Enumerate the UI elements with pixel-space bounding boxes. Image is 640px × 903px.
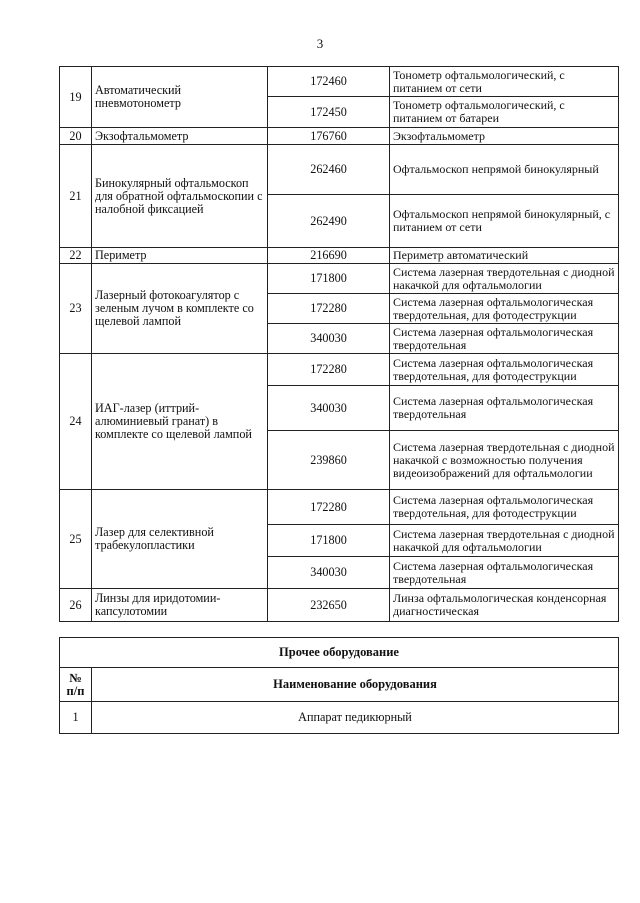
table-row (60, 67, 619, 97)
table-row (60, 248, 619, 264)
nomenclature-code: 216690 (268, 248, 390, 264)
nomenclature-description: Система лазерная твердотельная с диодной накачкой для офтальмологии (390, 525, 619, 557)
nomenclature-description: Периметр автоматический (390, 248, 619, 264)
equipment-name: Экзофтальмометр (92, 128, 268, 145)
table-row (60, 145, 619, 195)
table-row (60, 264, 619, 294)
table-row (60, 128, 619, 145)
nomenclature-code: 176760 (268, 128, 390, 145)
table-row (60, 490, 619, 525)
nomenclature-description: Система лазерная твердотельная с диодной накачкой с возможностью получения видеоизображений для офтальмологии (390, 431, 619, 490)
nomenclature-code: 340030 (268, 324, 390, 354)
row-number: 23 (60, 264, 92, 354)
nomenclature-description: Офтальмоскоп непрямой бинокулярный (390, 145, 619, 195)
nomenclature-description: Система лазерная офтальмологическая твердотельная (390, 324, 619, 354)
nomenclature-description: Система лазерная офтальмологическая твердотельная, для фотодеструкции (390, 354, 619, 386)
nomenclature-description: Система лазерная офтальмологическая твердотельная, для фотодеструкции (390, 490, 619, 525)
nomenclature-code: 172460 (268, 67, 390, 97)
row-number: 25 (60, 490, 92, 589)
nomenclature-description: Экзофтальмометр (390, 128, 619, 145)
col-header-name: Наименование оборудования (92, 668, 619, 702)
nomenclature-description: Тонометр офтальмологический, с питанием от батареи (390, 97, 619, 128)
row-number: 22 (60, 248, 92, 264)
equipment-name: Бинокулярный офтальмоскоп для обратной офтальмоскопии с налобной фиксацией (92, 145, 268, 248)
table-row (60, 589, 619, 622)
nomenclature-description: Тонометр офтальмологический, с питанием от сети (390, 67, 619, 97)
col-header-number: № п/п (60, 668, 92, 702)
equipment-name: Автоматический пневмотонометр (92, 67, 268, 128)
equipment-name: Периметр (92, 248, 268, 264)
other-equipment-title: Прочее оборудование (60, 638, 619, 668)
row-number: 20 (60, 128, 92, 145)
equipment-name: ИАГ-лазер (иттрий-алюминиевый гранат) в комплекте со щелевой лампой (92, 354, 268, 490)
equipment-name: Линзы для иридотомии-капсулотомии (92, 589, 268, 622)
other-row-name: Аппарат педикюрный (92, 702, 619, 734)
row-number: 26 (60, 589, 92, 622)
nomenclature-description: Система лазерная офтальмологическая твердотельная (390, 557, 619, 589)
row-number: 19 (60, 67, 92, 128)
nomenclature-description: Система лазерная офтальмологическая твердотельная (390, 386, 619, 431)
nomenclature-code: 239860 (268, 431, 390, 490)
row-number: 21 (60, 145, 92, 248)
nomenclature-code: 340030 (268, 386, 390, 431)
nomenclature-code: 262490 (268, 195, 390, 248)
table-row (60, 354, 619, 386)
nomenclature-code: 340030 (268, 557, 390, 589)
nomenclature-description: Система лазерная офтальмологическая твердотельная, для фотодеструкции (390, 294, 619, 324)
equipment-name: Лазерный фотокоагулятор с зеленым лучом в комплекте со щелевой лампой (92, 264, 268, 354)
nomenclature-description: Линза офтальмологическая конденсорная диагностическая (390, 589, 619, 622)
nomenclature-description: Система лазерная твердотельная с диодной накачкой для офтальмологии (390, 264, 619, 294)
equipment-table-body (60, 67, 619, 622)
nomenclature-code: 172280 (268, 490, 390, 525)
page-number: 3 (316, 36, 324, 51)
other-row-num: 1 (60, 702, 92, 734)
nomenclature-code: 171800 (268, 525, 390, 557)
nomenclature-code: 172280 (268, 294, 390, 324)
other-equipment-table (59, 637, 619, 734)
equipment-name: Лазер для селективной трабекулопластики (92, 490, 268, 589)
nomenclature-code: 172280 (268, 354, 390, 386)
equipment-table (59, 66, 619, 622)
nomenclature-description: Офтальмоскоп непрямой бинокулярный, с питанием от сети (390, 195, 619, 248)
row-number: 24 (60, 354, 92, 490)
nomenclature-code: 171800 (268, 264, 390, 294)
nomenclature-code: 172450 (268, 97, 390, 128)
nomenclature-code: 262460 (268, 145, 390, 195)
nomenclature-code: 232650 (268, 589, 390, 622)
